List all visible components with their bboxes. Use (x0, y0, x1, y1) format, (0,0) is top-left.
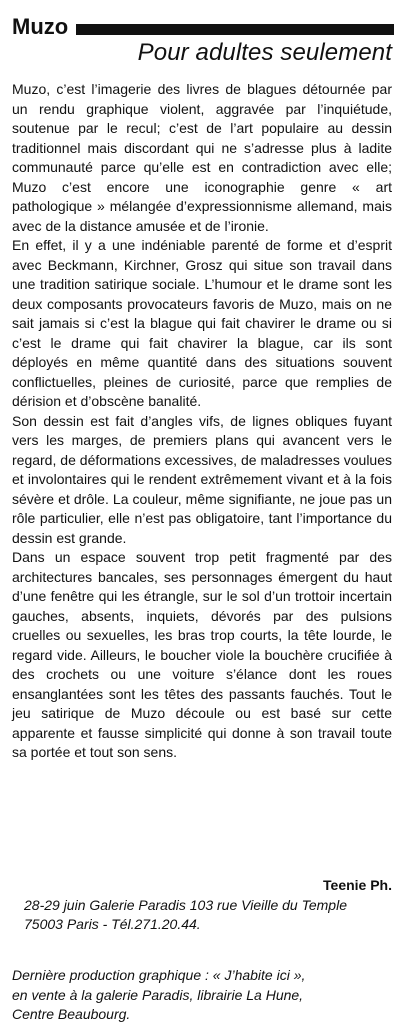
title-rule (76, 24, 394, 35)
author-signature: Teenie Ph. (323, 877, 392, 893)
body-paragraph: Dans un espace souvent trop petit fragmenté par des architectures bancales, ses personnages émergent du haut d’une fenêtre qui les étrangle, sur le sol d’un trottoir incertain gauches, absents, inquiets, dévorés par des pulsions cruelles ou sexuelles, les bras trop courts, la tête lourde, le regard vide. Ailleurs, le boucher viole la bouchère crucifiée à des crochets ou une voiture s’élance dont les roues ensanglantées sont les têtes des passants fauchés. Tout le jeu satirique de Muzo découle ou est basé sur cette apparente et fausse simplicité qui donne à son travail toute sa portée et tout son sens. (12, 549, 392, 760)
production-line: Dernière production graphique : « J’habite ici », (12, 967, 306, 983)
exhibition-line: 75003 Paris - Tél.271.20.44. (24, 916, 201, 932)
body-paragraph: En effet, il y a une indéniable parenté de forme et d’esprit avec Beckmann, Kirchner, Grosz qui situe son travail dans une tradition satirique sociale. L’humour et le drame sont les deux composants provocateurs favoris de Muzo, mais on ne sait jamais si c’est la blague qui fait chavirer le drame ou si c’est le drame qui fait chavirer la blague, car ils sont déployés en même quantité dans des situations souvent conflictuelles, pleines de curiosité, parce que remplies de dérision et d’obscène banalité. (12, 237, 392, 409)
article-header (12, 14, 394, 70)
production-line: Centre Beaubourg. (12, 1006, 131, 1022)
article-body (12, 80, 392, 763)
production-note (12, 966, 398, 1025)
exhibition-line: 28-29 juin Galerie Paradis 103 rue Vieille du Temple (24, 897, 347, 913)
article-subtitle: Pour adultes seulement (137, 39, 392, 66)
body-paragraph: Muzo, c’est l’imagerie des livres de blagues détournée par un rendu graphique violent, aggravée par l’inquiétude, soutenue par le recul; c’est de l’art populaire au dessin traditionnel mais discordant qui ne s’adresse plus à ladite communauté parce qu’elle est en contradiction avec elle; Muzo c’est encore une iconographie genre « art pathologique » mélangée d’expressionnisme allemand, mais avec de la distance amusée et de l’ironie. (12, 81, 392, 234)
body-paragraph: Son dessin est fait d’angles vifs, de lignes obliques fuyant vers les marges, de premiers plans qui avancent vers le regard, de déformations excessives, de maladresses voulues et involontaires qui le rendent extrêmement vivant et à la fois sévère et drôle. La couleur, même signifiante, ne joue pas un rôle particulier, elle n’est pas obligatoire, tant l’importance du dessin est grande. (12, 412, 392, 546)
article-title: Muzo (12, 14, 69, 39)
production-line: en vente à la galerie Paradis, librairie La Hune, (12, 986, 304, 1003)
exhibition-info (24, 896, 394, 934)
